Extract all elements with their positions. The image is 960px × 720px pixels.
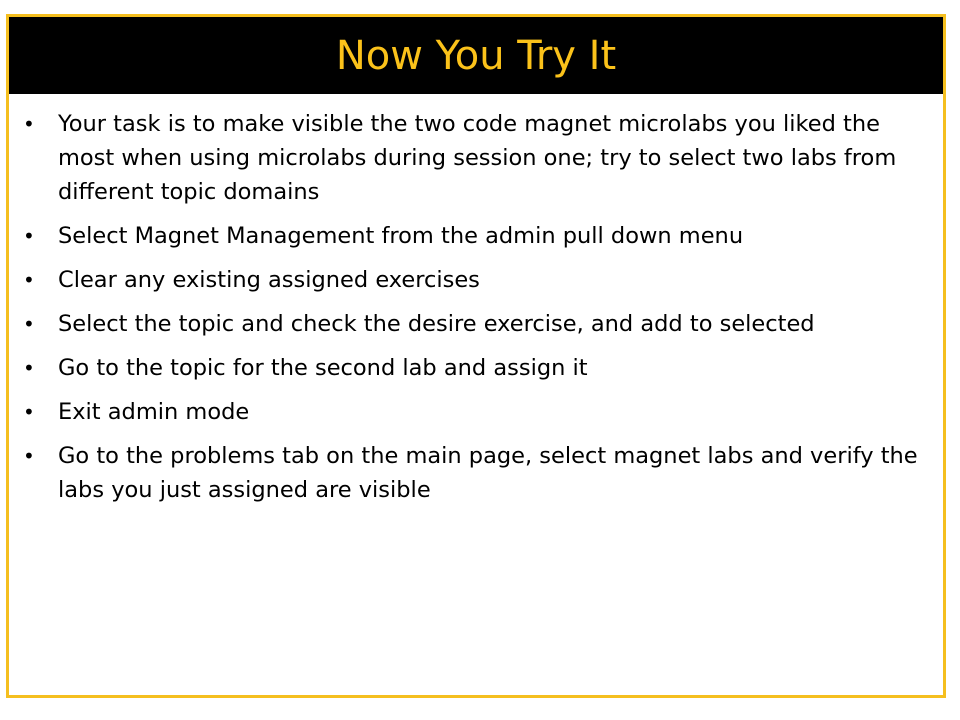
bullet-item [9,263,929,297]
title-bar [9,17,943,94]
bullet-text: Your task is to make visible the two code magnet microlabs you liked the most when using microlabs during session one; try to select two labs from different topic domains [58,111,897,205]
bullet-dot-icon: • [23,224,35,248]
bullet-dot-icon: • [23,444,35,468]
bullet-item [9,219,929,253]
bullet-text: Go to the problems tab on the main page, select magnet labs and verify the labs you just assigned are visible [58,443,918,503]
bullet-dot-icon: • [23,268,35,292]
bullet-text: Go to the topic for the second lab and assign it [58,355,588,381]
bullet-dot-icon: • [23,312,35,336]
bullet-text: Select the topic and check the desire exercise, and add to selected [58,311,815,337]
bullet-item [9,107,929,209]
bullet-item [9,351,929,385]
slide-title: Now You Try It [335,32,617,79]
bullet-text: Select Magnet Management from the admin pull down menu [58,223,744,249]
bullet-list [9,107,929,517]
bullet-text: Clear any existing assigned exercises [58,267,480,293]
bullet-item [9,395,929,429]
bullet-dot-icon: • [23,112,35,136]
slide [6,14,946,698]
bullet-item [9,439,929,507]
bullet-item [9,307,929,341]
bullet-text: Exit admin mode [58,399,250,425]
bullet-dot-icon: • [23,356,35,380]
bullet-dot-icon: • [23,400,35,424]
